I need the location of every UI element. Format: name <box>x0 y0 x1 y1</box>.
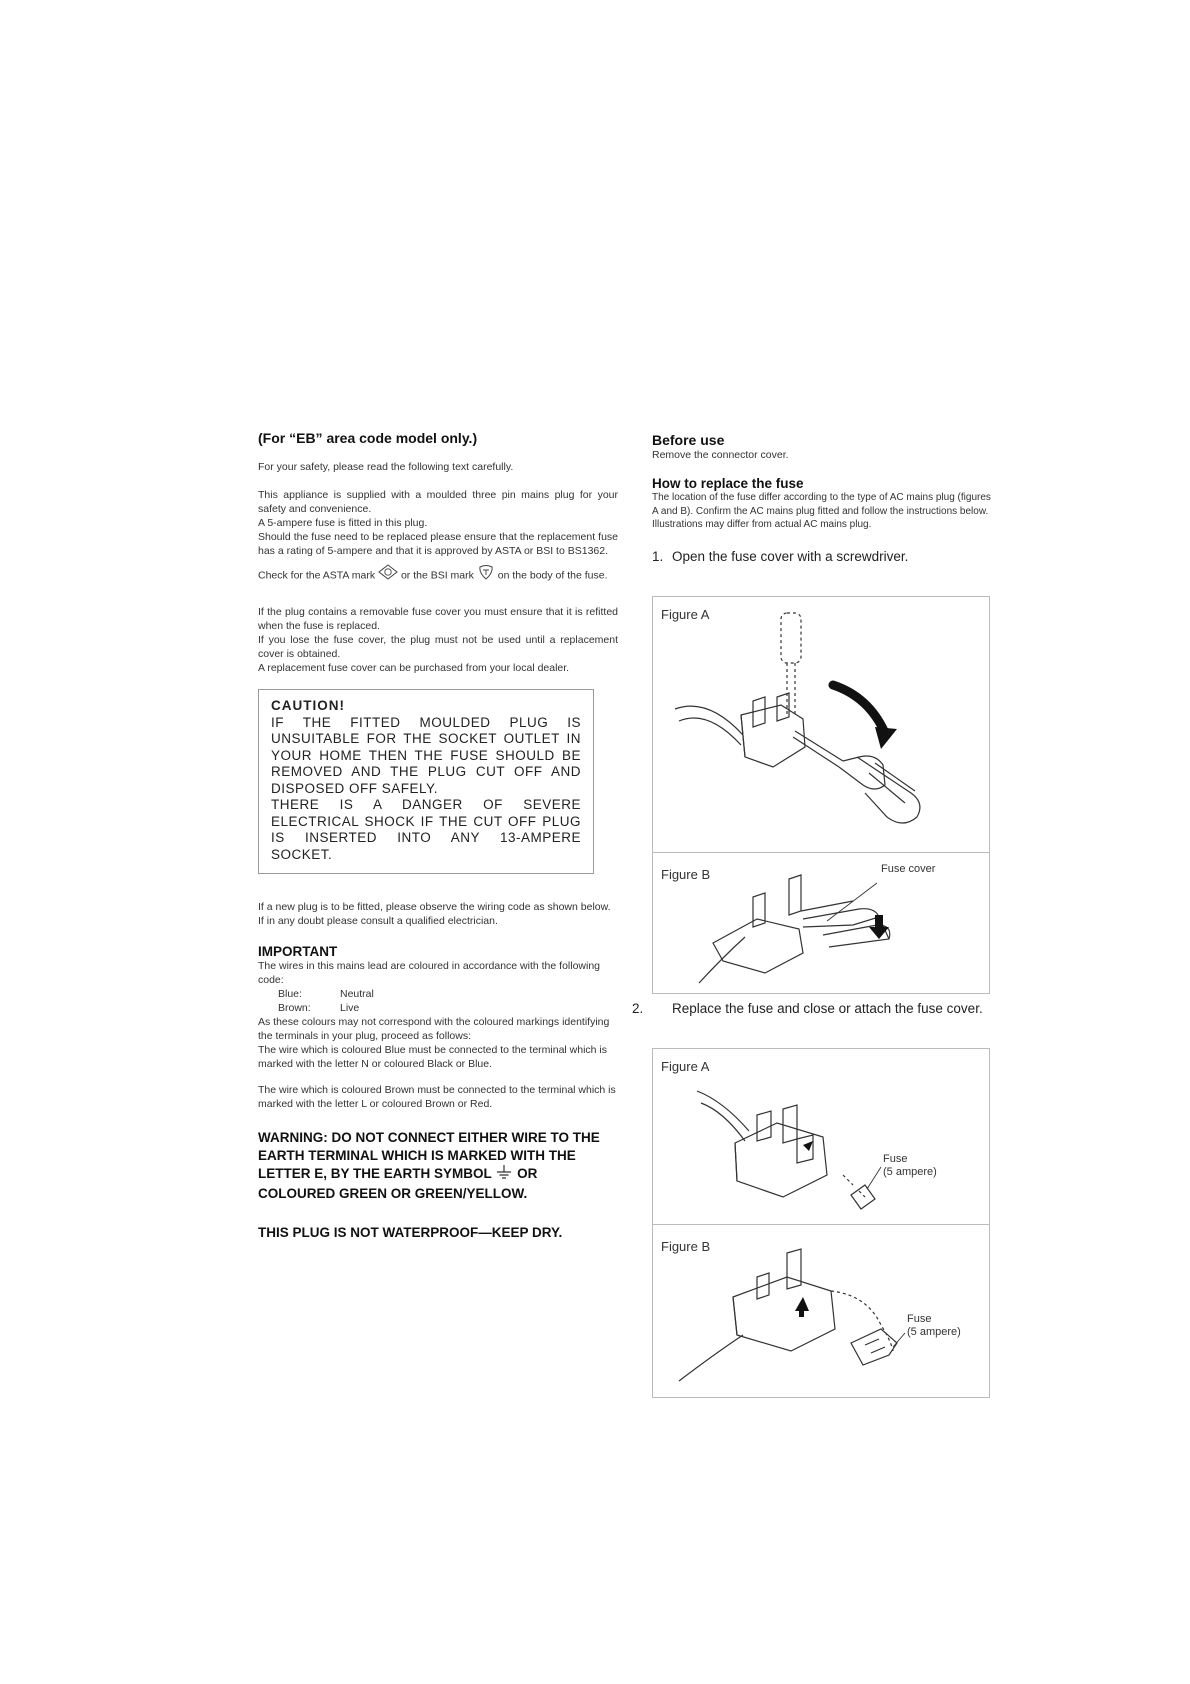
intro-text: For your safety, please read the following text carefully. <box>258 461 514 473</box>
check-text-b: or the BSI mark <box>400 569 474 582</box>
fuse-cover-section <box>258 605 618 675</box>
supply-text-1: This appliance is supplied with a moulded three pin mains plug for your safety and convenience. <box>258 489 618 515</box>
callout-line-2: (5 ampere) <box>883 1166 937 1178</box>
supply-text-2: A 5-ampere fuse is fitted in this plug. <box>258 517 428 529</box>
fuse-cover-callout: Fuse cover <box>881 863 936 875</box>
important-text: The wires in this mains lead are coloured in accordance with the following code: <box>258 960 601 986</box>
important-section <box>258 959 618 1111</box>
step-text: Replace the fuse and close or attach the fuse cover. <box>672 1001 983 1016</box>
asta-mark-icon <box>378 564 398 587</box>
waterproof-text: THIS PLUG IS NOT WATERPROOF—KEEP DRY. <box>258 1225 563 1240</box>
figure-1b-panel <box>652 852 990 994</box>
bsi-mark-icon <box>477 564 495 587</box>
figure-label: Figure A <box>661 607 710 622</box>
caution-text-1: IF THE FITTED MOULDED PLUG IS UNSUITABLE FOR THE SOCKET OUTLET IN YOUR HOME THEN THE FUSE SHOULD BE REMOVED AND THE PLUG CUT OFF AND DISPOSED OFF SAFELY. <box>271 714 581 796</box>
colours-text-1: As these colours may not correspond with the coloured markings identifying the terminals in your plug, proceed as follows: <box>258 1016 610 1042</box>
left-column <box>258 430 618 1242</box>
code-value: Neutral <box>340 988 374 1000</box>
wire-code-blue <box>278 987 618 1001</box>
supply-text-3: Should the fuse need to be replaced please ensure that the replacement fuse has a rating of 5-ampere and that it is approved by ASTA or BSI to BS1362. <box>258 531 618 557</box>
caution-title: CAUTION! <box>271 698 345 713</box>
check-text-a: Check for the ASTA mark <box>258 569 376 582</box>
code-key: Brown: <box>278 1002 311 1014</box>
step-2-block <box>632 1000 992 1017</box>
figure-1a-panel <box>652 596 990 854</box>
figure-label: Figure B <box>661 1239 711 1254</box>
right-column <box>652 432 992 565</box>
new-plug-text-2: If in any doubt please consult a qualified electrician. <box>258 915 498 927</box>
cover-text-1: If the plug contains a removable fuse cover you must ensure that it is refitted when the fuse is replaced. <box>258 606 618 632</box>
new-plug-text-1: If a new plug is to be fitted, please observe the wiring code as shown below. <box>258 901 611 913</box>
plug-fuse-cover-illustration <box>653 853 989 993</box>
check-marks-text <box>258 564 618 587</box>
plug-fuse-replace-illustration <box>653 1225 989 1397</box>
callout-line-1: Fuse <box>883 1153 908 1165</box>
how-to-note: Illustrations may differ from actual AC mains plug. <box>652 519 872 530</box>
how-to-text: The location of the fuse differ according to the type of AC mains plug (figures A and B). Confirm the AC mains plug fitted and follow the instructions below. <box>652 492 991 517</box>
before-use-title: Before use <box>652 432 725 448</box>
page-heading: (For “EB” area code model only.) <box>258 430 478 446</box>
colours-text-2: The wire which is coloured Blue must be connected to the terminal which is marked with the letter N or coloured Black or Blue. <box>258 1044 608 1070</box>
how-to-title: How to replace the fuse <box>652 476 804 491</box>
step-number: 1. <box>652 548 664 564</box>
figure-label: Figure B <box>661 867 711 882</box>
step-1 <box>652 548 992 565</box>
figure-label: Figure A <box>661 1059 710 1074</box>
plug-fuse-insert-illustration <box>653 1049 989 1225</box>
warning-text-b: OR COLOURED GREEN OR GREEN/YELLOW. <box>258 1165 538 1201</box>
cover-text-3: A replacement fuse cover can be purchased from your local dealer. <box>258 662 570 674</box>
plug-screwdriver-illustration <box>653 597 989 853</box>
code-key: Blue: <box>278 988 302 1000</box>
earth-symbol-icon <box>495 1164 513 1185</box>
wire-code-list <box>258 987 618 1015</box>
important-title: IMPORTANT <box>258 944 338 959</box>
cover-text-2: If you lose the fuse cover, the plug must not be used until a replacement cover is obtained. <box>258 634 618 660</box>
warning-text-a: WARNING: DO NOT CONNECT EITHER WIRE TO THE EARTH TERMINAL WHICH IS MARKED WITH THE LETTER E, BY THE EARTH SYMBOL <box>258 1130 600 1181</box>
step-number: 2. <box>632 1001 644 1016</box>
colours-text-3: The wire which is coloured Brown must be connected to the terminal which is marked with the letter L or coloured Brown or Red. <box>258 1084 616 1110</box>
figure-2a-panel <box>652 1048 990 1226</box>
wire-code-brown <box>278 1001 618 1015</box>
check-text-c: on the body of the fuse. <box>497 569 608 582</box>
code-value: Live <box>340 1002 360 1014</box>
callout-line-1: Fuse <box>907 1313 932 1325</box>
warning-text <box>258 1129 618 1202</box>
step-2 <box>632 1000 992 1017</box>
step-text: Open the fuse cover with a screwdriver. <box>672 548 909 564</box>
callout-line-2: (5 ampere) <box>907 1326 961 1338</box>
caution-text-2: THERE IS A DANGER OF SEVERE ELECTRICAL SHOCK IF THE CUT OFF PLUG IS INSERTED INTO ANY 13-AMPERE SOCKET. <box>271 797 581 862</box>
supply-section <box>258 488 618 558</box>
before-use-text: Remove the connector cover. <box>652 449 789 461</box>
new-plug-section <box>258 900 618 928</box>
caution-box <box>258 689 594 874</box>
figure-2b-panel <box>652 1224 990 1398</box>
